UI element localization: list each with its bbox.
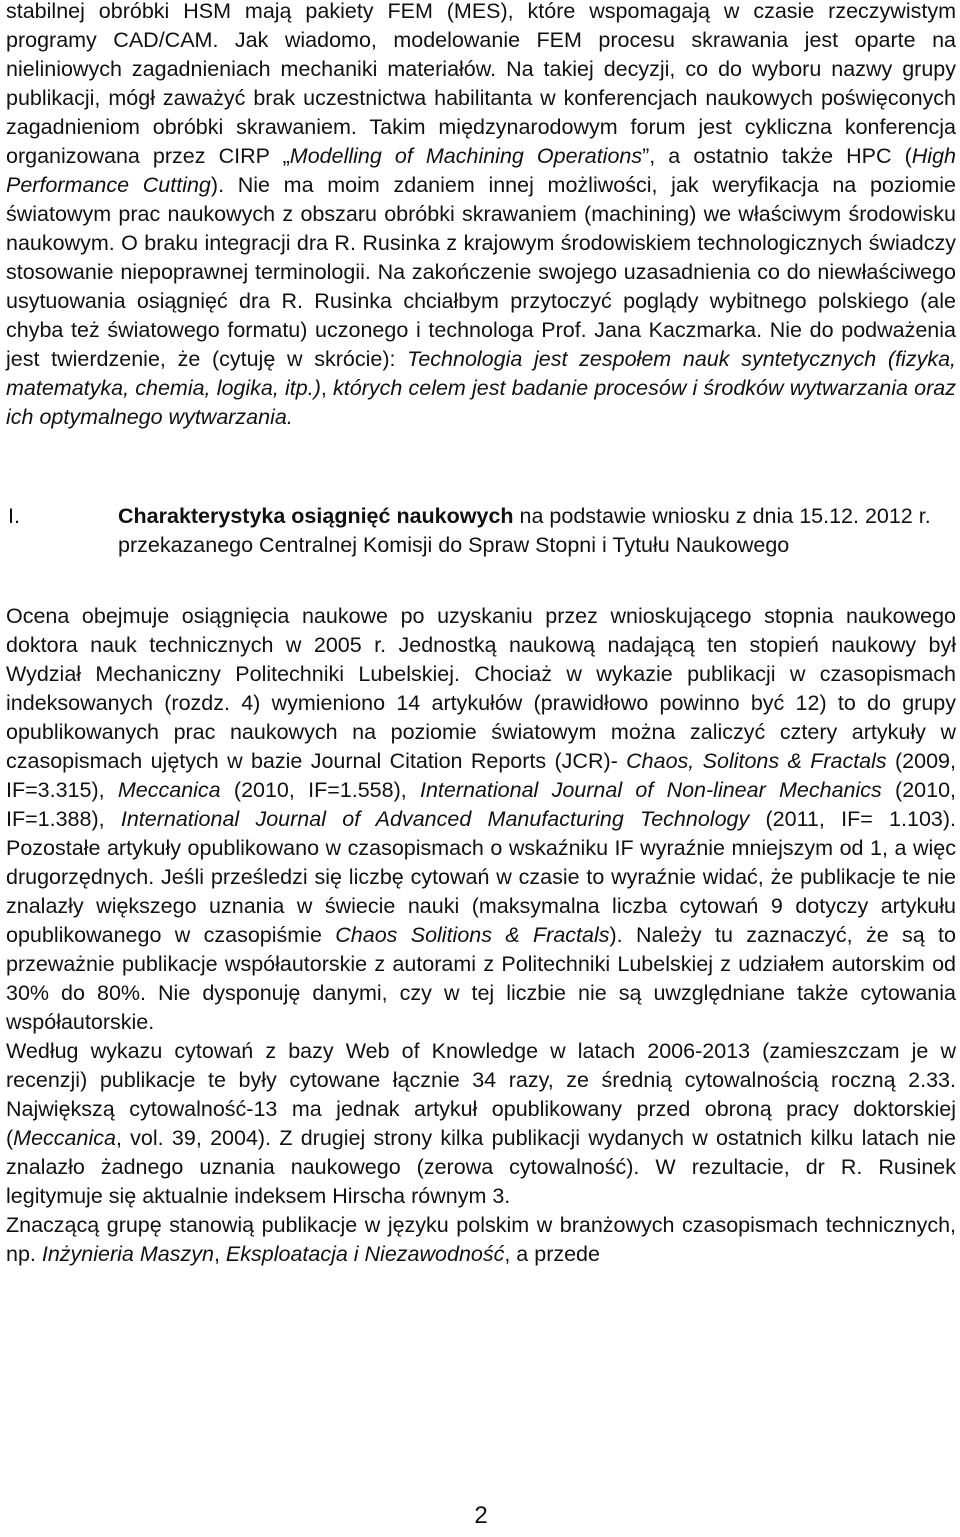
paragraph-evaluation: Ocena obejmuje osiągnięcia naukowe po uzyskaniu przez wnioskującego stopnia naukowego doktora nauk technicznych w 2005 r. Jednostką naukową nadającą ten stopień naukowy był Wydział Mechaniczny Politechniki Lubelskiej. Chociaż w wykazie publikacji w czasopismach indeksowanych (rozdz. 4) wymieniono 14 artykułów (prawidłowo powinno być 12) to do grupy opublikowanych prac naukowych na poziomie światowym można zaliczyć cztery artykuły w czasopismach ujętych w bazie Journal Citation Reports (JCR)- Chaos, Solitons & Fractals (2009, IF=3.315), Meccanica (2010, IF=1.558), International Journal of Non-linear Mechanics (2010, IF=1.388), International Journal of Advanced Manufacturing Technology (2011, IF= 1.103). Pozostałe artykuły opublikowano w czasopismach o wskaźniku IF wyraźnie mniejszym od 1, a więc drugorzędnych. Jeśli prześledzi się liczbę cytowań w czasie to wyraźnie widać, że publikacje te nie znalazły większego uznania w świecie nauki (maksymalna liczba cytowań 9 dotyczy artykułu opublikowanego w czasopiśmie Chaos Solitions & Fractals). Należy tu zaznaczyć, że są to przeważnie publikacje współautorskie z autorami z Politechniki Lubelskiej z udziałem autorskim od 30% do 80%. Nie dysponuję danymi, czy w tej liczbie nie są uwzględniane także cytowania współautorskie. bbox=[6, 604, 957, 1034]
paragraph-continuation: stabilnej obróbki HSM mają pakiety FEM (MES), które wspomagają w czasie rzeczywistym programy CAD/CAM. Jak wiadomo, modelowanie FEM procesu skrawania jest oparte na nieliniowych zagadnieniach mechaniki materiałów. Na takiej decyzji, co do wyboru nazwy grupy publikacji, mógł zaważyć brak uczestnictwa habilitanta w konferencjach naukowych poświęconych zagadnieniom obróbki skrawaniem. Takim międzynarodowym forum jest cykliczna konferencja organizowana przez CIRP „Modelling of Machining Operations”, a ostatnio także HPC (High Performance Cutting). Nie ma moim zdaniem innej możliwości, jak weryfikacja na poziomie światowym prac naukowych z obszaru obróbki skrawaniem (machining) we właściwym środowisku naukowym. O braku integracji dra R. Rusinka z krajowym środowiskiem technologicznych świadczy stosowanie niepoprawnej terminologii. Na zakończenie swojego uzasadnienia co do niewłaściwego usytuowania osiągnięć dra R. Rusinka chciałbym przytoczyć poglądy wybitnego polskiego (ale chyba też światowego formatu) uczonego i technologa Prof. Jana Kaczmarka. Nie do podważenia jest twierdzenie, że (cytuję w skrócie): Technologia jest zespołem nauk syntetycznych (fizyka, matematyka, chemia, logika, itp.), których celem jest badanie procesów i środków wytwarzania oraz ich optymalnego wytwarzania. bbox=[6, 0, 957, 429]
document-page bbox=[6, 0, 956, 1537]
paragraph-polish-publications: Znaczącą grupę stanowią publikacje w języku polskim w branżowych czasopismach technicznych, np. Inżynieria Maszyn, Eksploatacja i Niezawodność, a przede bbox=[6, 1213, 956, 1266]
section-number: I. bbox=[8, 504, 20, 528]
section-heading bbox=[6, 502, 956, 560]
section-title: Charakterystyka osiągnięć naukowych na podstawie wniosku z dnia 15.12. 2012 r. przekazanego Centralnej Komisji do Spraw Stopni i Tytułu Naukowego bbox=[118, 504, 931, 557]
paragraph-citations: Według wykazu cytowań z bazy Web of Knowledge w latach 2006-2013 (zamieszczam je w recenzji) publikacje te były cytowane łącznie 34 razy, ze średnią cytowalnością roczną 2.33. Największą cytowalność-13 ma jednak artykuł opublikowany przed obroną pracy doktorskiej (Meccanica, vol. 39, 2004). Z drugiej strony kilka publikacji wydanych w ostatnich kilku latach nie znalazło żadnego uznania naukowego (zerowa cytowalność). W rezultacie, dr R. Rusinek legitymuje się aktualnie indeksem Hirscha równym 3. bbox=[6, 1039, 956, 1208]
page-number: 2 bbox=[474, 1502, 488, 1529]
